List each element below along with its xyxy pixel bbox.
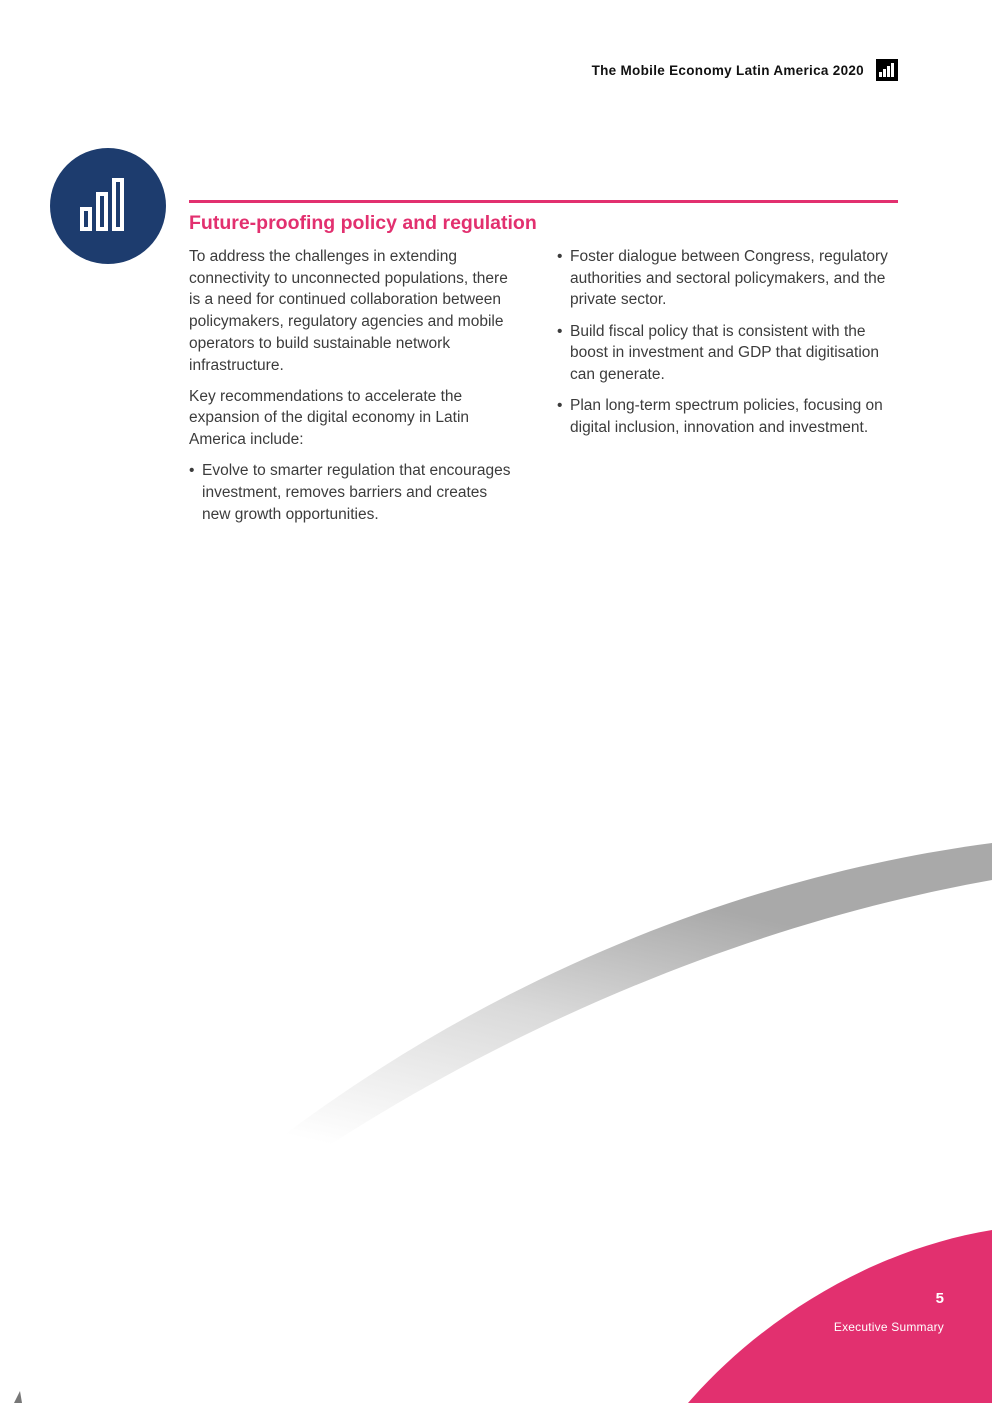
header (592, 59, 898, 81)
section-heading: Future-proofing policy and regulation (189, 212, 537, 234)
left-bullet-list (189, 460, 519, 525)
list-item-text: Build fiscal policy that is consistent with the boost in investment and GDP that digitisation can generate. (570, 322, 880, 384)
bullet-glyph: • (557, 322, 563, 340)
list-item-text: Evolve to smarter regulation that encourages investment, removes barriers and creates new growth opportunities. (202, 462, 511, 523)
list-item (557, 395, 892, 438)
right-column (557, 246, 892, 448)
right-bullet-list (557, 246, 892, 439)
left-column (189, 246, 519, 535)
list-item (189, 460, 519, 525)
bullet-glyph: • (189, 462, 195, 480)
list-item (557, 246, 892, 311)
intro-paragraph: To address the challenges in extending connectivity to unconnected populations, there is a need for continued collaboration between policymakers, regulatory agencies and mobile operators to build sustainable network infrastructure. (189, 248, 508, 374)
document-title: The Mobile Economy Latin America 2020 (591, 62, 864, 78)
bullet-glyph: • (557, 397, 563, 415)
footer-section-label: Executive Summary (833, 1320, 944, 1334)
heading-rule (189, 200, 898, 203)
page-number: 5 (935, 1290, 944, 1307)
list-item-text: Plan long-term spectrum policies, focusing on digital inclusion, innovation and investment. (570, 397, 883, 436)
mobile-economy-logo-icon (876, 59, 898, 81)
bar-chart-icon (50, 148, 166, 264)
bullet-glyph: • (557, 248, 563, 265)
list-item-text: Foster dialogue between Congress, regulatory authorities and sectoral policymakers, and the private sector. (570, 248, 888, 309)
recommendations-intro: Key recommendations to accelerate the expansion of the digital economy in Latin America include: (189, 387, 470, 449)
list-item (557, 321, 892, 386)
